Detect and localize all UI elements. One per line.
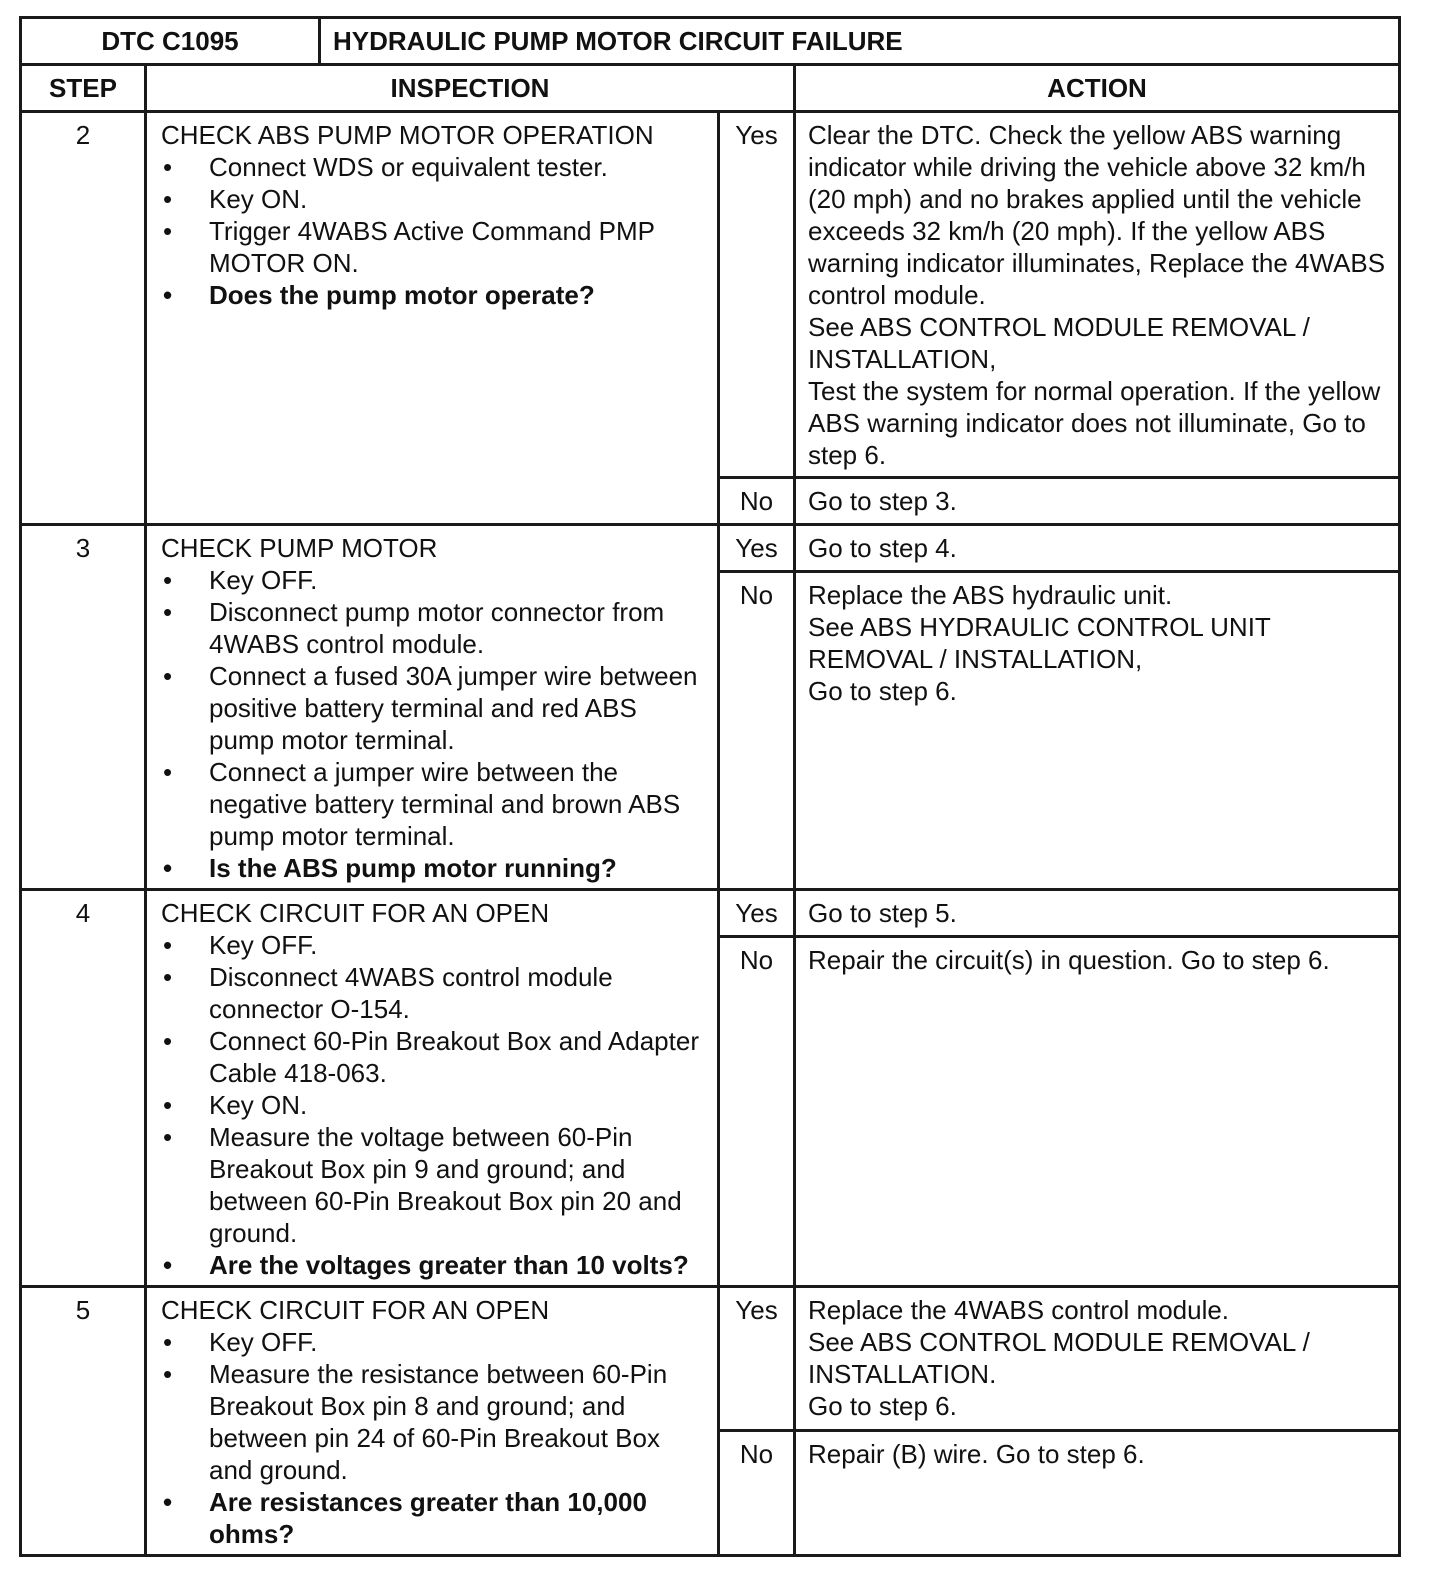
inspection-bullet: • Measure the resistance between 60-Pin Breakout Box pin 8 and ground; and between pin 24 of 60-Pin Breakout Box and ground. [161,1358,707,1486]
yes-label: Yes [719,890,795,937]
no-label: No [719,1430,795,1555]
action-line: Repair the circuit(s) in question. Go to step 6. [808,945,1330,976]
inspection-bullet: • Key OFF. [161,1326,707,1358]
action-line: Replace the 4WABS control module. [808,1295,1230,1325]
dtc-code: DTC C1095 [21,18,320,65]
inspection-list [161,151,707,311]
inspection-bullet: • Key ON. [161,1089,707,1121]
step-row [21,1287,1400,1431]
inspection-bullet: • Key OFF. [161,564,707,596]
inspection-question: • Does the pump motor operate? [161,279,707,311]
no-label: No [719,478,795,525]
action-line: Go to step 6. [808,1391,957,1421]
yes-label: Yes [719,112,795,478]
inspection-list [161,564,707,884]
action-line: Go to step 4. [808,533,957,563]
no-action [795,478,1400,525]
inspection-bullet: • Key ON. [161,183,707,215]
action-line: Repair (B) wire. Go to step 6. [808,1438,1145,1469]
action-line: See ABS CONTROL MODULE REMOVAL / INSTALLATION, [808,312,1310,374]
step-number: 4 [21,890,146,1287]
inspection-heading: CHECK ABS PUMP MOTOR OPERATION [161,120,654,150]
yes-label: Yes [719,525,795,572]
inspection-heading: CHECK CIRCUIT FOR AN OPEN [161,1295,550,1325]
action-line: Go to step 5. [808,898,957,928]
inspection-bullet: • Connect a fused 30A jumper wire between positive battery terminal and red ABS pump motor terminal. [161,660,707,756]
inspection-list [161,1326,707,1550]
yes-action [795,525,1400,572]
inspection-bullet: • Connect a jumper wire between the negative battery terminal and brown ABS pump motor terminal. [161,756,707,852]
step-row [21,112,1400,478]
yes-action [795,112,1400,478]
inspection-bullet: • Connect 60-Pin Breakout Box and Adapter Cable 418-063. [161,1025,707,1089]
step-row [21,890,1400,937]
no-action [795,1430,1400,1555]
header-inspection: INSPECTION [146,65,795,112]
inspection-bullet: • Connect WDS or equivalent tester. [161,151,707,183]
action-line: See ABS HYDRAULIC CONTROL UNIT REMOVAL / INSTALLATION, [808,612,1271,675]
dtc-table [19,16,1401,1557]
step-number: 5 [21,1287,146,1556]
inspection-question: • Are the voltages greater than 10 volts? [161,1249,707,1281]
action-line: Go to step 3. [808,486,957,516]
inspection-cell [146,525,719,890]
action-line: Clear the DTC. Check the yellow ABS warning indicator while driving the vehicle above 32 km/h (20 mph) and no brakes applied until the vehicle exceeds 32 km/h (20 mph). If the yellow ABS warning indicator illuminates, Replace the 4WABS control module. [808,120,1386,310]
inspection-heading: CHECK PUMP MOTOR [161,533,438,563]
step-row [21,525,1400,572]
inspection-cell [146,890,719,1287]
header-row [21,65,1400,112]
dtc-title: HYDRAULIC PUMP MOTOR CIRCUIT FAILURE [320,18,1400,65]
action-line: See ABS CONTROL MODULE REMOVAL / INSTALLATION. [808,1327,1310,1389]
inspection-bullet: • Measure the voltage between 60-Pin Breakout Box pin 9 and ground; and between 60-Pin Breakout Box pin 20 and ground. [161,1121,707,1249]
no-label: No [719,937,795,1287]
header-step: STEP [21,65,146,112]
no-label: No [719,572,795,890]
step-number: 2 [21,112,146,525]
yes-action [795,1287,1400,1431]
inspection-cell [146,1287,719,1556]
action-line: Replace the ABS hydraulic unit. [808,580,1173,611]
inspection-bullet: • Key OFF. [161,929,707,961]
no-action [795,572,1400,890]
inspection-question: • Are resistances greater than 10,000 ohms? [161,1486,707,1550]
action-line: Go to step 6. [808,676,957,707]
header-action: ACTION [795,65,1400,112]
inspection-bullet: • Trigger 4WABS Active Command PMP MOTOR ON. [161,215,707,279]
inspection-question: • Is the ABS pump motor running? [161,852,707,884]
inspection-bullet: • Disconnect 4WABS control module connector O-154. [161,961,707,1025]
step-number: 3 [21,525,146,890]
no-action [795,937,1400,1287]
inspection-list [161,929,707,1281]
title-row [21,18,1400,65]
yes-action [795,890,1400,937]
inspection-heading: CHECK CIRCUIT FOR AN OPEN [161,898,550,928]
inspection-bullet: • Disconnect pump motor connector from 4WABS control module. [161,596,707,660]
inspection-cell [146,112,719,525]
yes-label: Yes [719,1287,795,1431]
action-line: Test the system for normal operation. If the yellow ABS warning indicator does not illuminate, Go to step 6. [808,376,1381,470]
